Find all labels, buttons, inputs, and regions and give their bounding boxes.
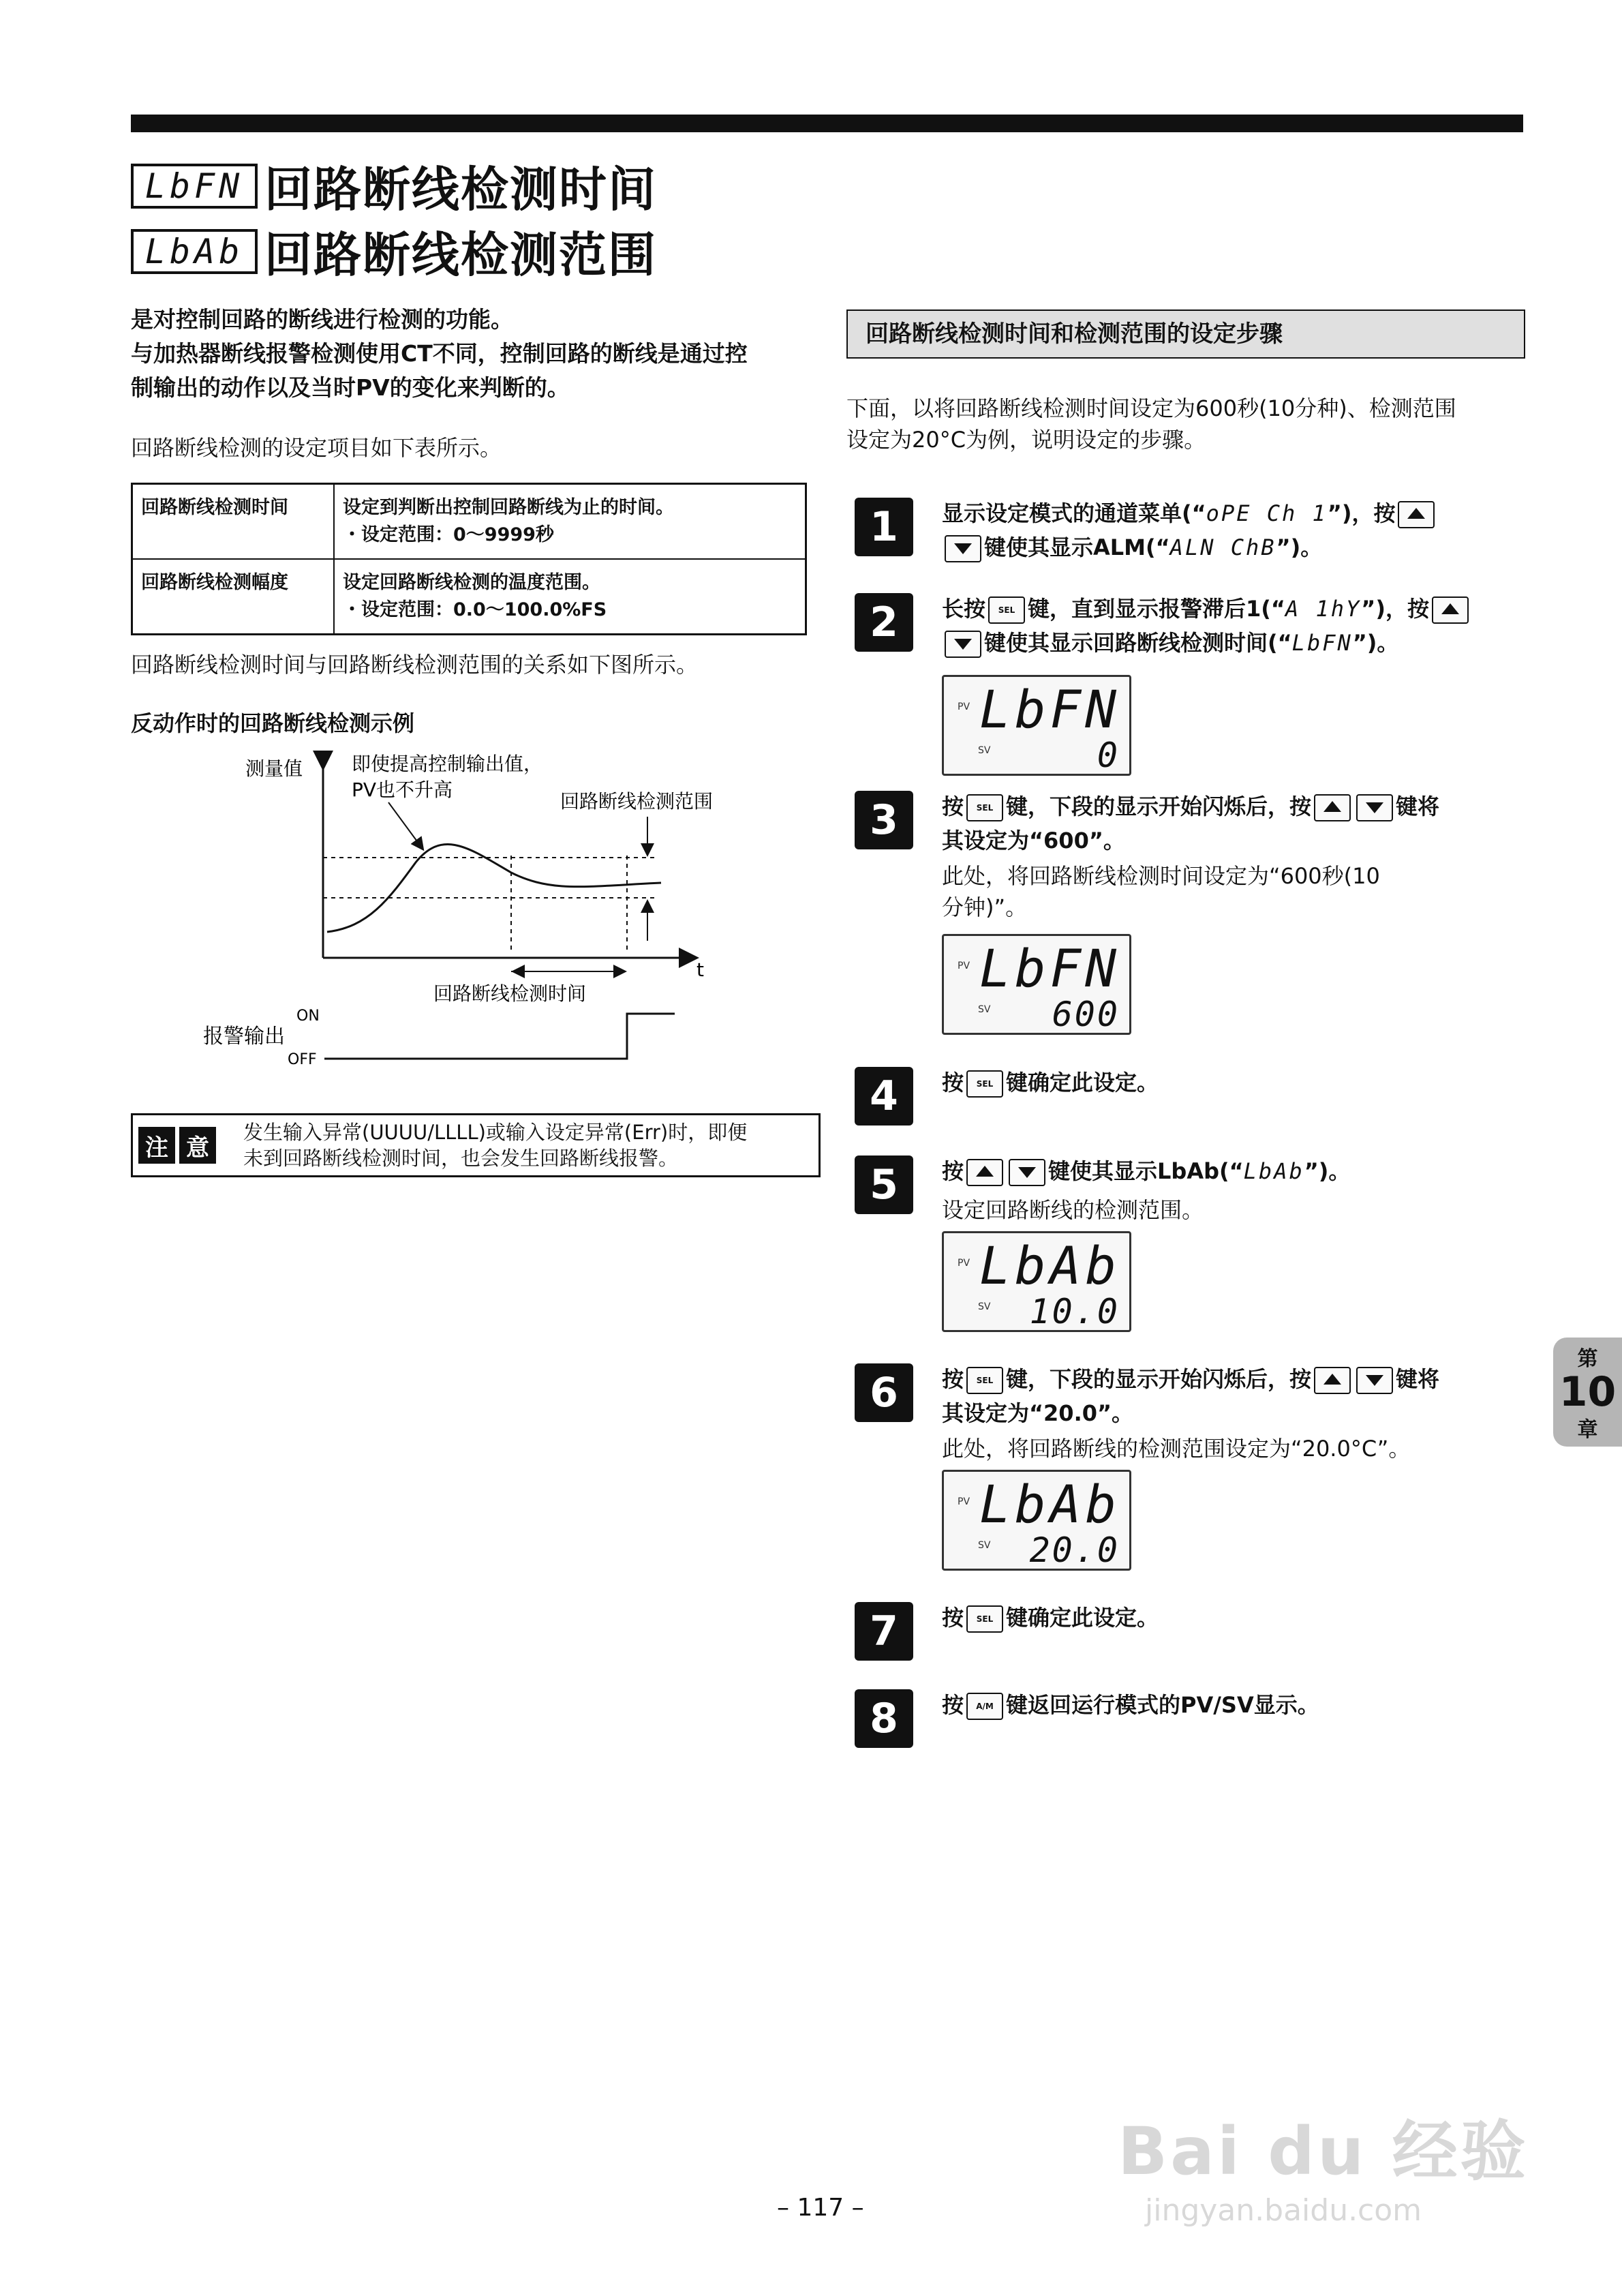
table-row xyxy=(132,559,806,635)
step-3 xyxy=(942,789,1521,858)
am-key-icon: A/M xyxy=(966,1693,1003,1720)
top-rule xyxy=(131,115,1523,132)
step-text: 按 xyxy=(942,1605,964,1631)
step-8 xyxy=(942,1688,1521,1722)
down-key-icon xyxy=(945,631,981,658)
table-cell-name: 回路断线检测幅度 xyxy=(132,559,335,635)
chapter-number: 10 xyxy=(1559,1368,1617,1416)
pv-label: PV xyxy=(958,701,970,712)
lcd-sv-value: 10.0 xyxy=(1029,1292,1120,1331)
table-range: ・设定范围：0.0～100.0%FS xyxy=(343,599,607,620)
time-label: 回路断线检测时间 xyxy=(433,982,587,1005)
page-title-2: 回路断线检测范围 xyxy=(264,227,657,283)
setting-table xyxy=(131,483,807,635)
segment-code: A 1hY xyxy=(1285,596,1362,622)
step-text: ”)。 xyxy=(1304,1158,1351,1184)
loop-break-diagram xyxy=(191,746,736,1074)
intro-line: 与加热器断线报警检测使用CT不同，控制回路的断线是通过控 xyxy=(131,340,748,367)
step-text: 显示设定模式的通道菜单(“ xyxy=(942,500,1206,526)
step-text: 其设定为“20.0”。 xyxy=(942,1400,1134,1426)
sv-label: SV xyxy=(978,745,991,756)
lcd-pv-value: LbAb xyxy=(979,1235,1121,1296)
table-cell-desc xyxy=(334,559,806,635)
diagram-title: 反动作时的回路断线检测示例 xyxy=(131,710,415,736)
off-label: OFF xyxy=(288,1051,317,1068)
step-6 xyxy=(942,1362,1521,1430)
step-2 xyxy=(942,592,1521,660)
up-key-icon xyxy=(966,1159,1003,1186)
step-number: 6 xyxy=(855,1363,913,1422)
lcd-display xyxy=(942,934,1131,1035)
step-text: 按 xyxy=(942,794,964,819)
table-row xyxy=(132,484,806,560)
alarm-signal xyxy=(324,1014,675,1059)
step-text: ”)。 xyxy=(1276,534,1323,560)
sv-label: SV xyxy=(978,1301,991,1312)
step-6-note: 此处，将回路断线的检测范围设定为“20.0°C”。 xyxy=(942,1436,1411,1462)
step-number: 3 xyxy=(855,791,913,849)
watermark-url: jingyan.baidu.com xyxy=(1145,2193,1422,2228)
chapter-suffix: 章 xyxy=(1577,1418,1598,1442)
step-7 xyxy=(942,1601,1521,1635)
step-text: ”)，按 xyxy=(1327,500,1396,526)
step-number: 2 xyxy=(855,593,913,652)
lcd-display xyxy=(942,1231,1131,1332)
step-note-line: 分钟)”。 xyxy=(942,894,1028,920)
annotation-pointer xyxy=(388,802,423,849)
pv-label: PV xyxy=(958,1496,970,1507)
step-number: 1 xyxy=(855,498,913,556)
table-cell-desc xyxy=(334,484,806,560)
step-number: 8 xyxy=(855,1689,913,1748)
sel-key-icon: SEL xyxy=(966,1070,1003,1098)
step-text: 键确定此设定。 xyxy=(1006,1605,1159,1631)
step-number: 5 xyxy=(855,1155,913,1214)
watermark xyxy=(1118,2100,1529,2228)
up-key-icon xyxy=(1314,794,1351,821)
pv-label: PV xyxy=(958,961,970,971)
sel-key-icon: SEL xyxy=(966,794,1003,821)
segment-code: LbFN xyxy=(1291,630,1353,656)
step-text: ”)。 xyxy=(1352,630,1399,656)
segment-code: oPE Ch 1 xyxy=(1206,500,1328,526)
down-key-icon xyxy=(1356,1367,1393,1394)
page-title-1: 回路断线检测时间 xyxy=(264,162,657,217)
lcd-display xyxy=(942,675,1131,776)
lcd-pv-value: LbFN xyxy=(979,938,1121,999)
title-code-1: LbFN xyxy=(131,164,258,209)
step-text: 键将 xyxy=(1396,1366,1440,1392)
procedure-intro xyxy=(846,393,1521,455)
sv-label: SV xyxy=(978,1004,991,1015)
procedure-intro-line: 下面，以将回路断线检测时间设定为600秒(10分种)、检测范围 xyxy=(846,395,1456,421)
step-text: ”)，按 xyxy=(1361,596,1429,622)
lcd-display xyxy=(942,1470,1131,1571)
notice-badge xyxy=(138,1127,216,1164)
on-label: ON xyxy=(296,1008,320,1025)
annotation-line-1: 即使提高控制输出值， xyxy=(352,753,543,775)
step-note-line: 此处，将回路断线检测时间设定为“600秒(10 xyxy=(942,863,1380,889)
chapter-tab xyxy=(1553,1338,1622,1447)
step-number: 7 xyxy=(855,1602,913,1661)
sel-key-icon: SEL xyxy=(988,596,1025,624)
watermark-brand: Bai du 经验 xyxy=(1118,2113,1529,2190)
table-cell-name: 回路断线检测时间 xyxy=(132,484,335,560)
up-key-icon xyxy=(1432,596,1469,624)
step-text: 键使其显示回路断线检测时间(“ xyxy=(984,630,1292,656)
title-code-2: LbAb xyxy=(131,229,258,274)
setting-items-text: 回路断线检测的设定项目如下表所示。 xyxy=(131,435,502,461)
step-text: 键使其显示ALM(“ xyxy=(984,534,1170,560)
down-key-icon xyxy=(1356,794,1393,821)
sel-key-icon: SEL xyxy=(966,1367,1003,1394)
table-range: ・设定范围：0～9999秒 xyxy=(343,524,554,545)
page-number: – 117 – xyxy=(777,2194,864,2222)
step-text: 长按 xyxy=(942,596,986,622)
step-text: 键使其显示LbAb(“ xyxy=(1048,1158,1244,1184)
step-text: 按 xyxy=(942,1070,964,1096)
up-key-icon xyxy=(1398,501,1435,528)
intro-line: 是对控制回路的断线进行检测的功能。 xyxy=(131,306,513,333)
step-number: 4 xyxy=(855,1067,913,1126)
step-text: 键返回运行模式的PV/SV显示。 xyxy=(1006,1692,1319,1718)
notice-line: 未到回路断线检测时间，也会发生回路断线报警。 xyxy=(243,1147,679,1170)
intro-line: 制输出的动作以及当时PV的变化来判断的。 xyxy=(131,374,570,401)
title-row-2 xyxy=(131,217,657,286)
step-text: 键，直到显示报警滞后1(“ xyxy=(1028,596,1285,622)
up-key-icon xyxy=(1314,1367,1351,1394)
step-text: 按 xyxy=(942,1158,964,1184)
title-row-1 xyxy=(131,151,657,220)
down-key-icon xyxy=(1009,1159,1045,1186)
sv-label: SV xyxy=(978,1540,991,1551)
step-5-note: 设定回路断线的检测范围。 xyxy=(942,1197,1204,1223)
notice-badge-2: 意 xyxy=(179,1127,216,1164)
t-label: t xyxy=(697,958,704,981)
step-text: 键将 xyxy=(1396,794,1440,819)
step-text: 键确定此设定。 xyxy=(1006,1070,1159,1096)
range-label: 回路断线检测范围 xyxy=(560,790,714,813)
step-3-note xyxy=(942,860,1521,923)
step-1 xyxy=(942,496,1521,564)
table-desc: 设定到判断出控制回路断线为止的时间。 xyxy=(343,497,674,518)
step-text: 其设定为“600”。 xyxy=(942,828,1125,854)
notice-box xyxy=(131,1113,821,1177)
annotation-line-2: PV也不升高 xyxy=(352,779,453,801)
notice-text xyxy=(243,1119,747,1171)
lcd-sv-value: 20.0 xyxy=(1029,1530,1120,1570)
sel-key-icon: SEL xyxy=(966,1605,1003,1633)
lcd-sv-value: 600 xyxy=(1052,995,1120,1034)
segment-code: ALN ChB xyxy=(1169,534,1276,560)
step-text: 键，下段的显示开始闪烁后，按 xyxy=(1006,794,1312,819)
chapter-prefix: 第 xyxy=(1577,1347,1598,1371)
down-key-icon xyxy=(945,535,981,562)
lcd-pv-value: LbAb xyxy=(979,1474,1121,1535)
step-4 xyxy=(942,1066,1521,1100)
notice-badge-1: 注 xyxy=(138,1127,175,1164)
table-desc: 设定回路断线检测的温度范围。 xyxy=(343,572,600,593)
intro-block xyxy=(131,303,812,405)
step-text: 键，下段的显示开始闪烁后，按 xyxy=(1006,1366,1312,1392)
lcd-pv-value: LbFN xyxy=(979,679,1121,740)
step-text: 按 xyxy=(942,1366,964,1392)
step-5 xyxy=(942,1154,1521,1188)
procedure-intro-line: 设定为20°C为例，说明设定的步骤。 xyxy=(846,427,1206,453)
step-text: 按 xyxy=(942,1692,964,1718)
alarm-label: 报警输出 xyxy=(203,1025,285,1048)
procedure-heading: 回路断线检测时间和检测范围的设定步骤 xyxy=(846,309,1525,359)
lcd-sv-value: 0 xyxy=(1097,736,1120,775)
notice-line: 发生输入异常(UUUU/LLLL)或输入设定异常(Err)时，即便 xyxy=(243,1121,748,1144)
pv-label: PV xyxy=(958,1258,970,1269)
y-axis-label: 测量值 xyxy=(245,757,303,780)
relation-text: 回路断线检测时间与回路断线检测范围的关系如下图所示。 xyxy=(131,652,699,678)
segment-code: LbAb xyxy=(1243,1158,1304,1184)
